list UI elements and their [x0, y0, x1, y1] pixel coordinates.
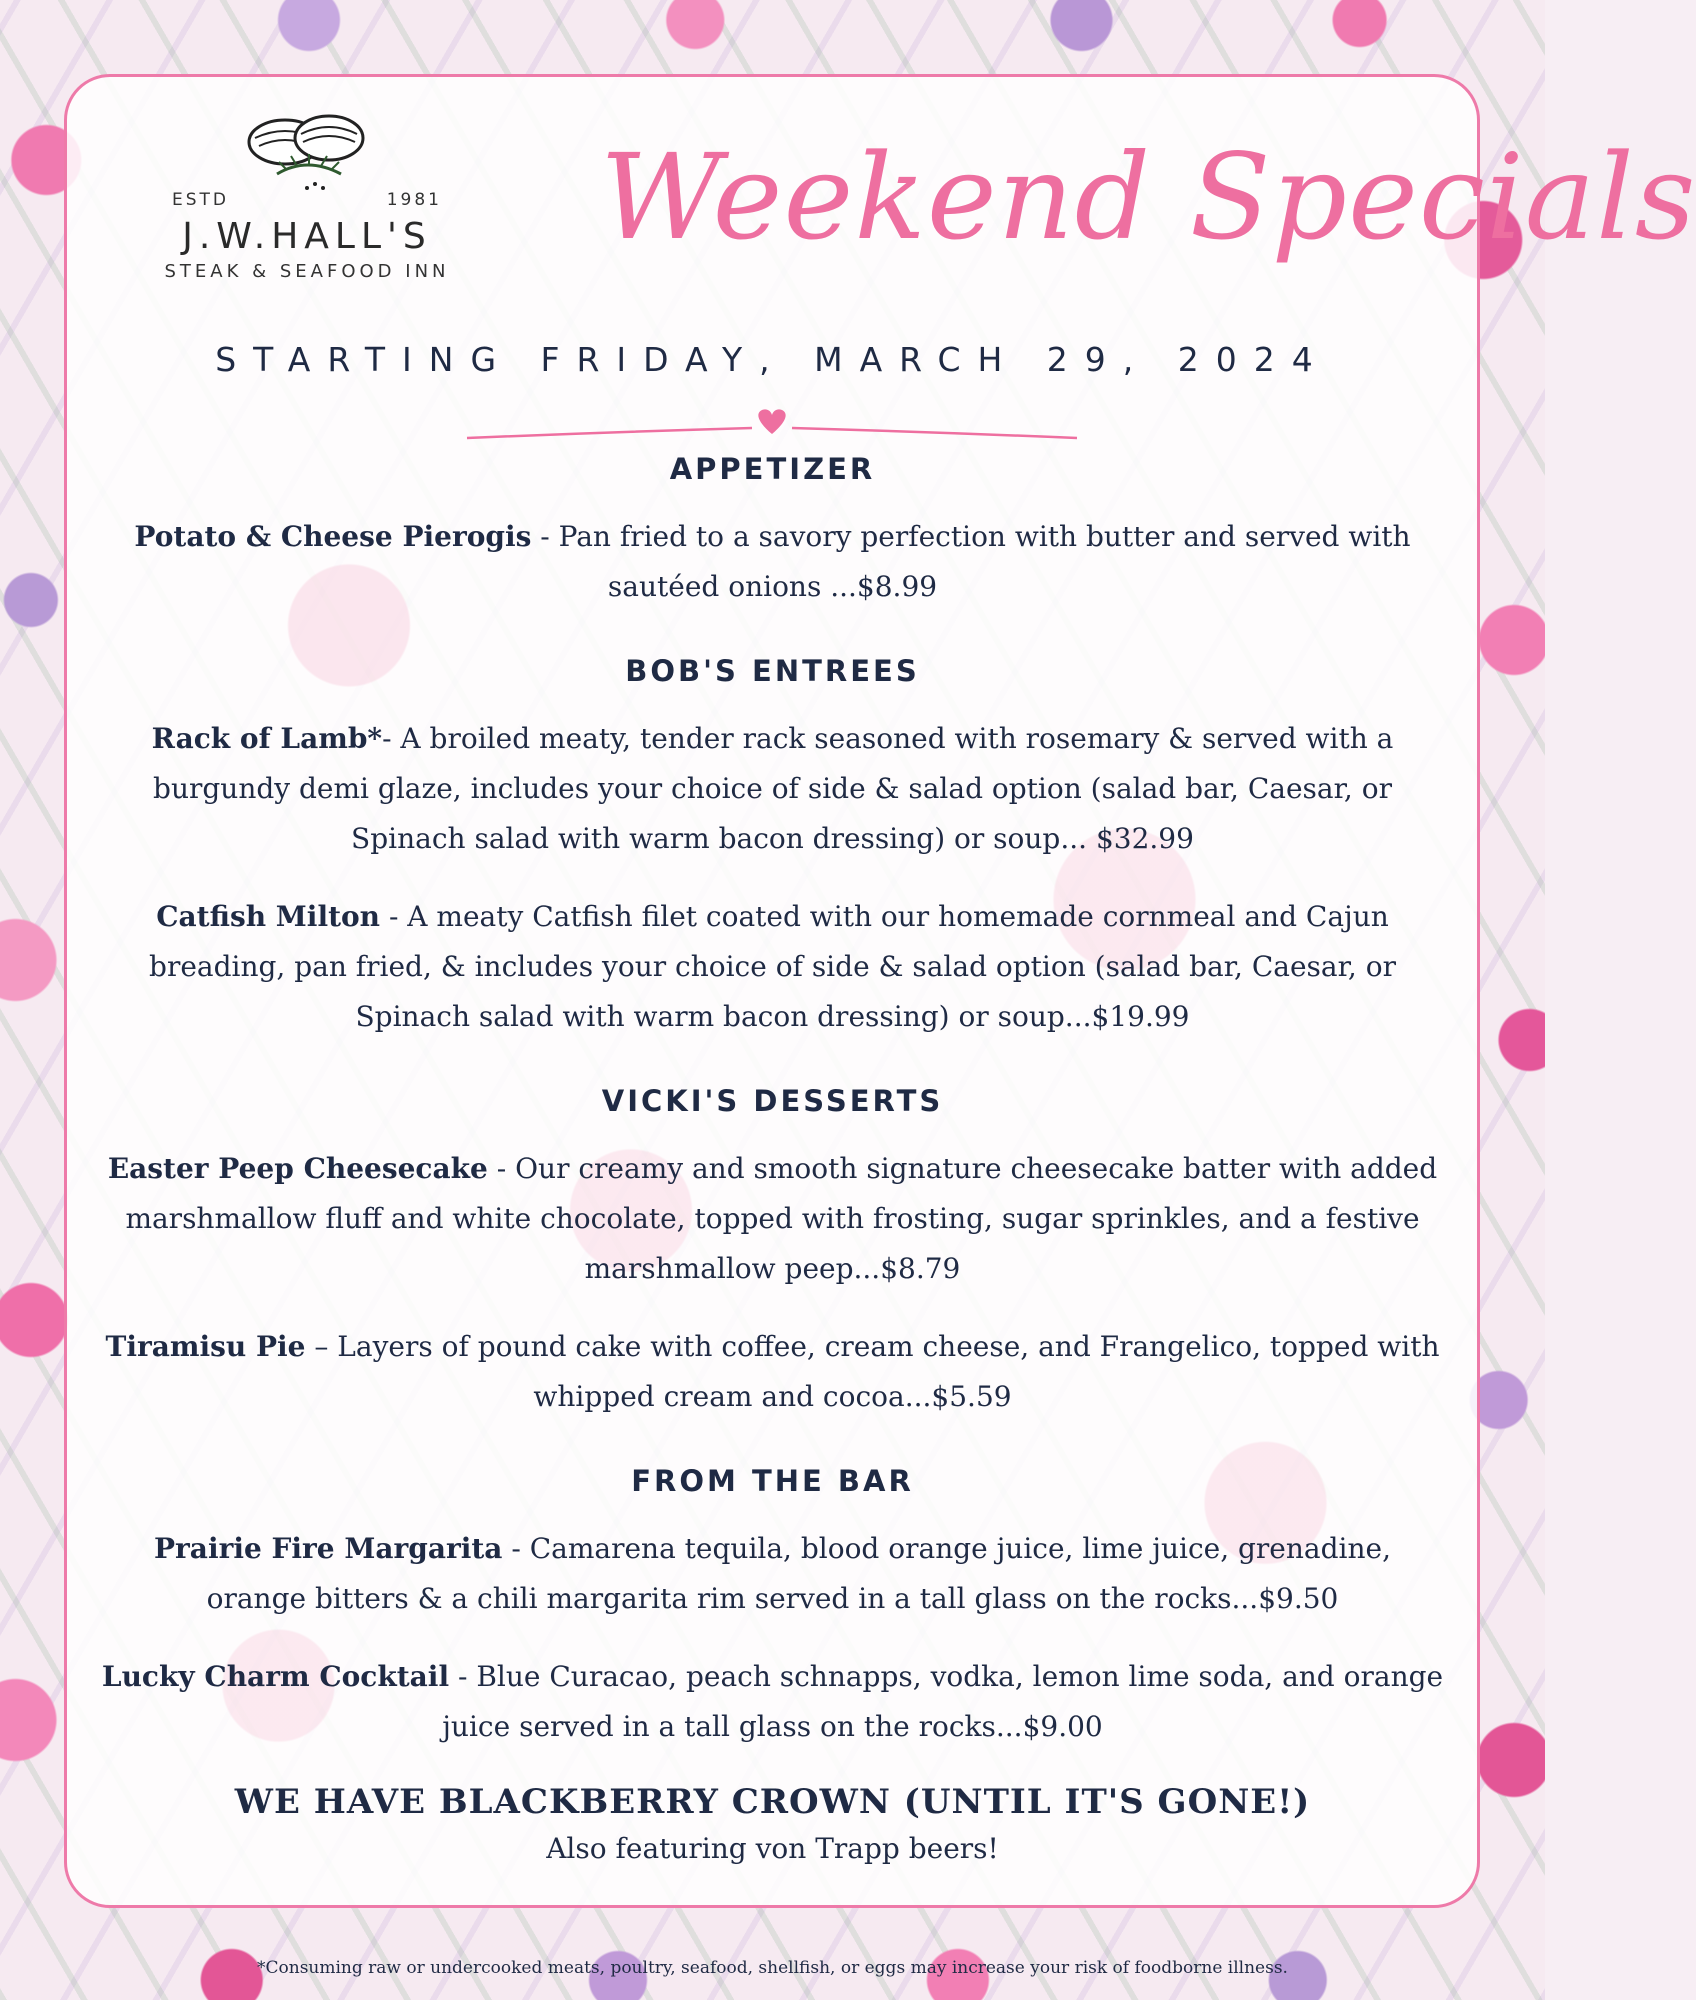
section-title: FROM THE BAR [631, 1464, 914, 1498]
section-entrees [100, 654, 1445, 1042]
logo-name: J.W.HALL'S [182, 216, 432, 257]
item-description: - A meaty Catfish filet coated with our homemade cornmeal and Cajun breading, pan fried, & includes your choice of side & salad option (salad bar, Caesar, or Spinach salad with warm bacon dressing) or soup...$19.99 [149, 900, 1396, 1033]
section-title: VICKI'S DESSERTS [601, 1084, 944, 1118]
item-name: Rack of Lamb* [151, 722, 383, 755]
steak-illustration-icon [237, 104, 377, 196]
section-title: BOB'S ENTREES [625, 654, 920, 688]
item-description: - Pan fried to a savory perfection with butter and served with sautéed onions ...$8.99 [531, 520, 1411, 603]
menu-item [100, 1322, 1445, 1422]
item-description: – Layers of pound cake with coffee, cream cheese, and Frangelico, topped with whipped cream and cocoa...$5.59 [305, 1330, 1440, 1413]
menu-item [100, 512, 1445, 612]
heart-divider-icon [462, 400, 1082, 450]
closing-headline: WE HAVE BLACKBERRY CROWN (UNTIL IT'S GONE!) [234, 1782, 1311, 1822]
menu-item [100, 1524, 1445, 1624]
menu-item [100, 714, 1445, 864]
disclaimer: *Consuming raw or undercooked meats, poultry, seafood, shellfish, or eggs may increase your risk of foodborne illness. [257, 1958, 1288, 1978]
item-name: Potato & Cheese Pierogis [134, 520, 532, 553]
menu-item [100, 1144, 1445, 1294]
page-title: Weekend Specials [600, 128, 1696, 266]
item-name: Prairie Fire Margarita [154, 1532, 503, 1565]
menu-item [100, 1652, 1445, 1752]
logo-subtitle: STEAK & SEAFOOD INN [164, 261, 450, 282]
item-name: Catfish Milton [156, 900, 381, 933]
item-description: - A broiled meaty, tender rack seasoned with rosemary & served with a burgundy demi glaze, includes your choice of side & salad option (salad bar, Caesar, or Spinach salad with warm bacon dressing) or soup... $32.99 [153, 722, 1394, 855]
restaurant-logo [132, 104, 482, 304]
section-bar [100, 1464, 1445, 1752]
item-description: - Our creamy and smooth signature cheesecake batter with added marshmallow fluff and white chocolate, topped with frosting, sugar sprinkles, and a festive marshmallow peep...$8.79 [125, 1152, 1438, 1285]
closing-subline: Also featuring von Trapp beers! [546, 1832, 999, 1865]
menu-content [100, 452, 1445, 1865]
item-description: - Camarena tequila, blood orange juice, lime juice, grenadine, orange bitters & a chili margarita rim served in a tall glass on the rocks...$9.50 [206, 1532, 1391, 1615]
section-desserts [100, 1084, 1445, 1422]
section-appetizer [100, 452, 1445, 612]
menu-item [100, 892, 1445, 1042]
logo-year: 1981 [386, 190, 442, 210]
item-name: Tiramisu Pie [105, 1330, 306, 1363]
item-name: Easter Peep Cheesecake [107, 1152, 488, 1185]
date-line: STARTING FRIDAY, MARCH 29, 2024 [215, 340, 1330, 379]
item-name: Lucky Charm Cocktail [101, 1660, 450, 1693]
section-title: APPETIZER [669, 452, 876, 486]
item-description: - Blue Curacao, peach schnapps, vodka, lemon lime soda, and orange juice served in a tall glass on the rocks...$9.00 [442, 1660, 1444, 1743]
logo-estd: ESTD [172, 190, 230, 210]
